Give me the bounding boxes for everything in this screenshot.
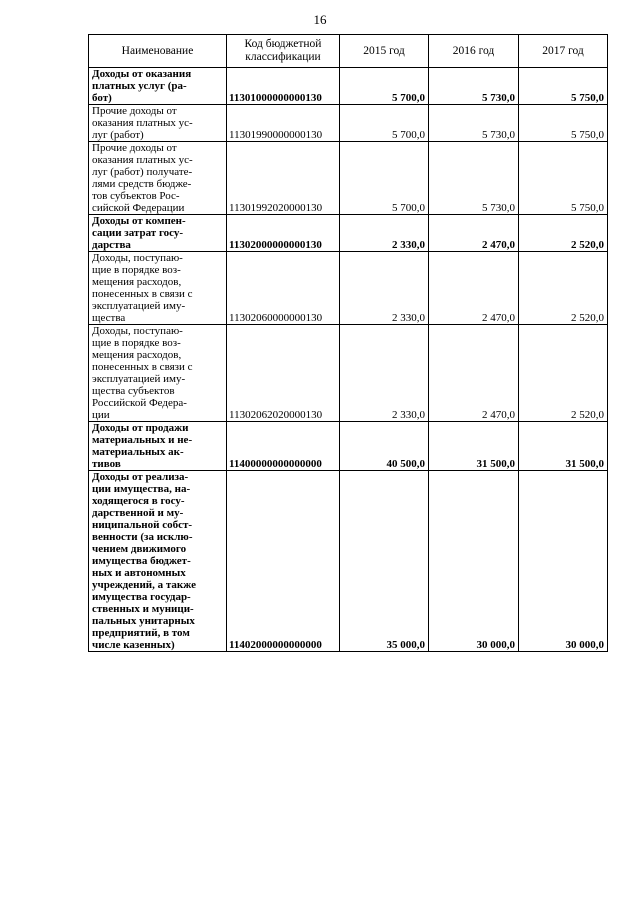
- row-code: 11301990000000130: [227, 105, 340, 142]
- row-value-2017: 2 520,0: [519, 325, 608, 422]
- row-value-2015: 5 700,0: [340, 142, 429, 215]
- row-value-2017: 31 500,0: [519, 422, 608, 471]
- row-name: Доходы от продажи материальных и не- материальных ак- тивов: [89, 422, 227, 471]
- row-value-2017: 2 520,0: [519, 215, 608, 252]
- row-value-2016: 30 000,0: [429, 471, 519, 652]
- header-2015: 2015 год: [340, 35, 429, 68]
- table-row: [89, 471, 608, 652]
- row-value-2015: 35 000,0: [340, 471, 429, 652]
- row-code: 11302060000000130: [227, 252, 340, 325]
- row-value-2016: 2 470,0: [429, 325, 519, 422]
- table-row: [89, 252, 608, 325]
- page-number: 16: [313, 12, 327, 27]
- row-name: Доходы от оказания платных услуг (ра- бот): [89, 68, 227, 105]
- row-value-2017: 5 750,0: [519, 68, 608, 105]
- row-code: 11302000000000130: [227, 215, 340, 252]
- row-name: Доходы, поступаю- щие в порядке воз- мещения расходов, понесенных в связи с эксплуатацией иму- щества субъектов Российской Федера- ции: [89, 325, 227, 422]
- table-row: [89, 422, 608, 471]
- header-name: Наименование: [89, 35, 227, 68]
- row-value-2016: 31 500,0: [429, 422, 519, 471]
- row-value-2016: 2 470,0: [429, 215, 519, 252]
- budget-revenue-table: [88, 34, 608, 652]
- row-value-2017: 30 000,0: [519, 471, 608, 652]
- row-value-2016: 5 730,0: [429, 68, 519, 105]
- row-value-2015: 2 330,0: [340, 252, 429, 325]
- row-value-2015: 2 330,0: [340, 215, 429, 252]
- row-value-2016: 2 470,0: [429, 252, 519, 325]
- row-name: Прочие доходы от оказания платных ус- луг (работ): [89, 105, 227, 142]
- row-value-2015: 5 700,0: [340, 68, 429, 105]
- row-value-2017: 2 520,0: [519, 252, 608, 325]
- row-name: Доходы от компен- сации затрат госу- дарства: [89, 215, 227, 252]
- row-code: 11301000000000130: [227, 68, 340, 105]
- row-code: 11402000000000000: [227, 471, 340, 652]
- table-row: [89, 142, 608, 215]
- row-value-2015: 2 330,0: [340, 325, 429, 422]
- row-value-2017: 5 750,0: [519, 105, 608, 142]
- row-value-2017: 5 750,0: [519, 142, 608, 215]
- row-name: Прочие доходы от оказания платных ус- луг (работ) получате- лями средств бюдже- тов субъектов Рос- сийской Федерации: [89, 142, 227, 215]
- row-name: Доходы, поступаю- щие в порядке воз- мещения расходов, понесенных в связи с эксплуатацией иму- щества: [89, 252, 227, 325]
- header-2017: 2017 год: [519, 35, 608, 68]
- row-code: 11301992020000130: [227, 142, 340, 215]
- row-code: 11400000000000000: [227, 422, 340, 471]
- row-code: 11302062020000130: [227, 325, 340, 422]
- header-2016: 2016 год: [429, 35, 519, 68]
- table-row: [89, 215, 608, 252]
- row-name: Доходы от реализа- ции имущества, на- ходящегося в госу- дарственной и му- ниципальной собст- венности (за исклю- чением движимого имущества бюджет- ных и автономных учреждений, а также имущества государ- ственных и муници- пальных унитарных предприятий, в том числе казенных): [89, 471, 227, 652]
- header-code: Код бюджетной классификации: [227, 35, 340, 68]
- table-row: [89, 68, 608, 105]
- row-value-2015: 40 500,0: [340, 422, 429, 471]
- row-value-2016: 5 730,0: [429, 105, 519, 142]
- row-value-2015: 5 700,0: [340, 105, 429, 142]
- row-value-2016: 5 730,0: [429, 142, 519, 215]
- table-row: [89, 325, 608, 422]
- table-row: [89, 105, 608, 142]
- table-header-row: [89, 35, 608, 68]
